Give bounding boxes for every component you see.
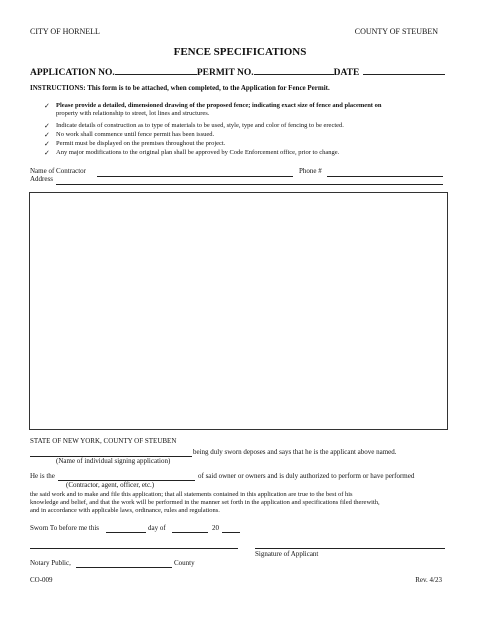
affidavit-paragraph: and in accordance with applicable laws, ordinance, rules and regulations. xyxy=(30,507,220,514)
permit-no-field[interactable] xyxy=(254,66,334,75)
he-is-label: He is the xyxy=(30,472,55,480)
checkmark-icon: ✓ xyxy=(44,122,50,130)
checkmark-icon: ✓ xyxy=(44,131,50,139)
instructions: INSTRUCTIONS: This form is to be attached, when completed, to the Application for Fence Permit. xyxy=(30,84,330,92)
address-label: Address xyxy=(30,175,53,183)
revision: Rev. 4/23 xyxy=(415,576,442,584)
date-label: DATE xyxy=(333,68,360,78)
checkmark-icon: ✓ xyxy=(44,102,50,110)
checklist-item xyxy=(44,122,344,131)
application-no-field[interactable] xyxy=(115,66,197,75)
checklist-text: Permit must be displayed on the premises throughout the project. xyxy=(56,140,226,147)
affidavit-paragraph: knowledge and belief, and that the work will be performed in the manner set forth in the application and specifications filed therewith, xyxy=(30,499,380,506)
checklist-item xyxy=(44,131,214,140)
year-label: 20 xyxy=(212,524,219,532)
county-label: County xyxy=(174,559,195,567)
form-code: CO-009 xyxy=(30,576,53,584)
affidavit-heading: STATE OF NEW YORK, COUNTY OF STEUBEN xyxy=(30,437,177,445)
notary-signature-line[interactable] xyxy=(30,548,238,549)
affidavit-paragraph: the said work and to make and file this application; that all statements contained in this application are true to the best of his xyxy=(30,491,353,498)
application-line xyxy=(30,66,445,78)
contractor-name-label: Name of Contractor xyxy=(30,167,86,175)
checkmark-icon: ✓ xyxy=(44,149,50,157)
day-of-label: day of xyxy=(148,524,166,532)
role-caption: (Contractor, agent, officer, etc.) xyxy=(66,481,155,489)
sworn-text: being duly sworn deposes and says that he is the applicant above named. xyxy=(193,448,397,456)
checklist-text: property with relationship to street, lot lines and structures. xyxy=(56,110,210,117)
checklist-item xyxy=(44,149,339,158)
application-no-label: APPLICATION NO. xyxy=(30,68,115,78)
checkmark-icon: ✓ xyxy=(44,140,50,148)
date-field[interactable] xyxy=(363,66,445,75)
owner-text: of said owner or owners and is duly authorized to perform or have performed xyxy=(198,472,415,480)
checklist-text: Any major modifications to the original plan shall be approved by Code Enforcement office, prior to change. xyxy=(56,149,340,156)
checklist-text: Indicate details of construction as to type of materials to be used, style, type and color of fencing to be erected. xyxy=(56,122,344,129)
checklist-text: No work shall commence until fence permit has been issued. xyxy=(56,131,215,138)
sworn-before-label: Sworn To before me this xyxy=(30,524,99,532)
phone-label: Phone # xyxy=(299,167,322,175)
month-field[interactable] xyxy=(172,532,208,533)
notary-county-field[interactable] xyxy=(76,567,172,568)
checklist-text: Please provide a detailed, dimensioned drawing of the proposed fence; indicating exact size of fence and placement on xyxy=(56,102,382,109)
checklist-item xyxy=(44,140,225,149)
day-field[interactable] xyxy=(106,532,146,533)
county-name: COUNTY OF STEUBEN xyxy=(354,27,438,36)
name-caption: (Name of individual signing application) xyxy=(56,457,171,465)
year-field[interactable] xyxy=(222,532,240,533)
city-name: CITY OF HORNELL xyxy=(30,27,100,36)
checklist-item xyxy=(44,102,381,118)
notary-label: Notary Public, xyxy=(30,559,71,567)
signature-label: Signature of Applicant xyxy=(255,550,319,558)
contractor-name-field[interactable] xyxy=(97,176,293,177)
drawing-area[interactable] xyxy=(29,192,448,430)
permit-no-label: PERMIT NO. xyxy=(196,68,254,78)
applicant-signature-line[interactable] xyxy=(255,548,445,549)
phone-field[interactable] xyxy=(327,176,443,177)
address-field[interactable] xyxy=(56,184,443,185)
form-title: FENCE SPECIFICATIONS xyxy=(173,46,307,58)
